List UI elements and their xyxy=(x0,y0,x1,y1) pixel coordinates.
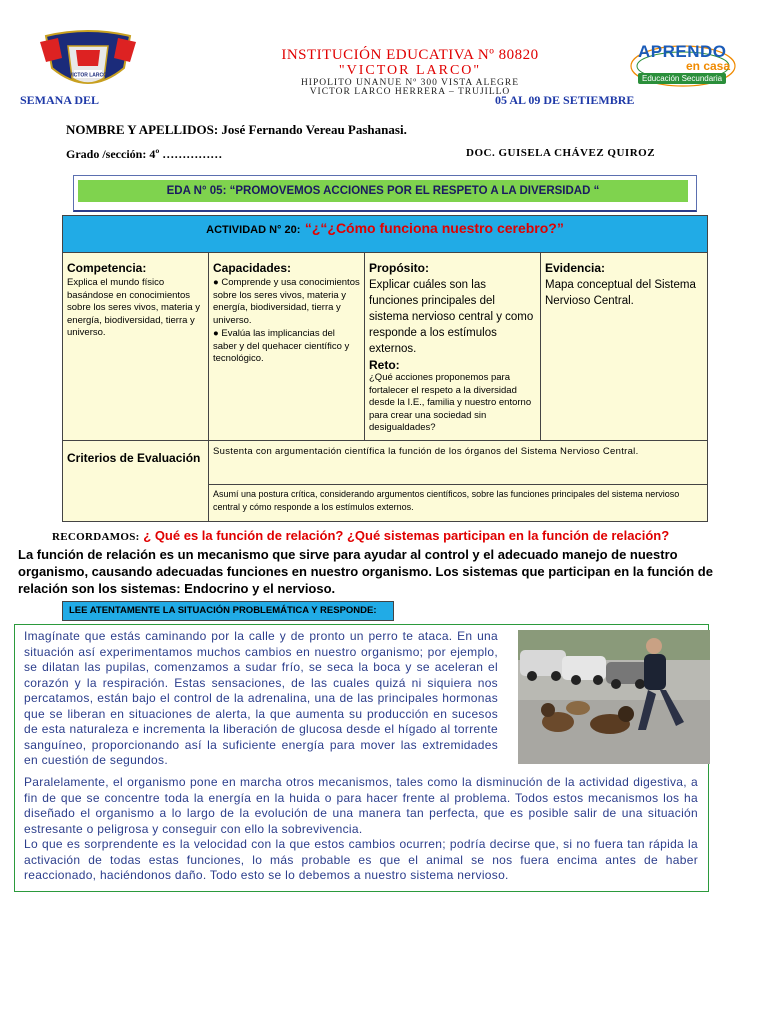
competencia-text: Explica el mundo físico basándose en conocimientos sobre los seres vivos, materia y energía, biodiversidad, tierra y universo. xyxy=(67,277,201,338)
week-dates: 05 AL 09 DE SETIEMBRE xyxy=(495,93,635,107)
proposito-cell xyxy=(365,253,541,440)
proposito-heading: Propósito: xyxy=(369,261,429,275)
activity-label: ACTIVIDAD N° 20: xyxy=(206,224,301,236)
evidencia-heading: Evidencia: xyxy=(545,261,606,275)
proposito-text: Explicar cuáles son las funciones principales del sistema nervioso central y como responde a los estímulos externos. xyxy=(369,279,534,355)
competencia-cell xyxy=(63,253,209,440)
grade-line xyxy=(66,147,222,162)
capacidades-cell xyxy=(209,253,365,440)
recordamos-label: RECORDAMOS: xyxy=(52,531,140,543)
evidencia-text: Mapa conceptual del Sistema Nervioso Central. xyxy=(545,279,696,307)
logo-edu-text: Educación Secundaria xyxy=(638,73,726,84)
activity-header-row xyxy=(63,216,707,253)
situacion-header: LEE ATENTAMENTE LA SITUACIÓN PROBLEMÁTICA Y RESPONDE: xyxy=(62,601,394,621)
evidencia-cell xyxy=(541,253,707,440)
address-line-2: VICTOR LARCO HERRERA – TRUJILLO xyxy=(309,87,511,97)
activity-title: “¿“¿Cómo funciona nuestro cerebro?” xyxy=(304,220,564,236)
recordamos-line xyxy=(52,528,669,543)
situacion-text-3: Lo que es sorprendente es la velocidad con la que estos cambios ocurren; podría decirse que, si no fuera tan rápida la activación de todas estas funciones, lo más probable es que el animal se nos fuera encima antes de haber reaccionado, haciéndonos daño. Todo esto se lo debemos a nuestro sistema nervioso. xyxy=(24,837,698,882)
criterio-1: Sustenta con argumentación científica la función de los órganos del Sistema Nervioso Central. xyxy=(209,440,707,484)
logo-main-text: APRENDO xyxy=(638,42,727,61)
eda-bar xyxy=(78,180,688,202)
grade-label: Grado /sección: xyxy=(66,147,147,161)
dog-attack-photo xyxy=(518,630,710,764)
recordamos-question: ¿ Qué es la función de relación? ¿Qué sistemas participan en la función de relación? xyxy=(143,528,670,543)
eda-label: EDA N° 05: xyxy=(166,185,227,197)
institution-subtitle: "VICTOR LARCO" xyxy=(338,63,482,78)
institution-name: INSTITUCIÓN EDUCATIVA Nº 80820 xyxy=(281,47,539,63)
competencia-heading: Competencia: xyxy=(67,261,147,275)
student-name: José Fernando Vereau Pashanasi. xyxy=(221,122,407,137)
shield-text: VICTOR LARCO xyxy=(69,72,107,79)
grade-value: 4º …………… xyxy=(149,147,223,161)
address-line-1: HIPOLITO UNANUE Nº 300 VISTA ALEGRE xyxy=(300,78,520,88)
teacher-name: DOC. GUISELA CHÁVEZ QUIROZ xyxy=(466,147,656,159)
reto-heading: Reto: xyxy=(369,358,400,372)
capacidad-2: ● Evalúa las implicancias del saber y del quehacer científico y tecnológico. xyxy=(213,328,350,364)
situacion-text-continued xyxy=(24,775,698,884)
logo-casa-text: en casa xyxy=(686,59,731,73)
school-shield-logo xyxy=(38,28,138,96)
eda-banner xyxy=(73,175,697,212)
criterios-heading: Criterios de Evaluación xyxy=(63,440,209,521)
student-name-line xyxy=(66,122,407,138)
reto-text: ¿Qué acciones proponemos para fortalecer el respeto a la diversidad desde la I.E., familia y nuestro entorno para crear una sociedad sin desigualdades? xyxy=(369,372,532,433)
situacion-text-1: Imagínate que estás caminando por la calle y de pronto un perro te ataca. En una situación así experimentamos muchos cambios en nuestro organismo; por ejemplo, se dilatan las pupilas, comenzamos a sudar frío, se seca la boca y se aceleran el corazón y la respiración. Estas sensaciones, de las cuales quizá ni siquiera nos percatamos, están bajo el control de la adrenalina, una de las principales hormonas que se liberan en situaciones de alerta, la que aumenta su producción en sucesos de esta naturaleza e incrementa la liberación de glucosa desde el hígado al torrente sanguíneo, proporcionando así la suficiente energía para mover las extremidades en cuestión de segundos. xyxy=(24,629,498,767)
criterio-2: Asumí una postura crítica, considerando argumentos científicos, sobre las funciones principales del sistema nervioso central y cómo responde a los estímulos externos. xyxy=(209,484,707,521)
activity-table xyxy=(62,215,708,522)
capacidad-1: ● Comprende y usa conocimientos sobre los seres vivos, materia y energía, biodiversidad, tierra y universo. xyxy=(213,277,360,326)
week-label: SEMANA DEL xyxy=(20,93,100,107)
student-name-label: NOMBRE Y APELLIDOS: xyxy=(66,122,219,137)
aprendo-en-casa-logo xyxy=(628,42,738,92)
capacidades-heading: Capacidades: xyxy=(213,261,292,275)
situacion-text-2: Paralelamente, el organismo pone en marcha otros mecanismos, tales como la disminución de la actividad digestiva, a fin de que se concentre toda la energía en la huida o para hacer frente al problema. Todos estos mecanismos los ha diseñado el organismo a lo largo de la evolución de una manera tan perfecta, que es posible salir de una situación estresante o peligrosa y conseguir con ello la sobrevivencia. xyxy=(24,775,698,836)
funcion-relacion-paragraph: La función de relación es un mecanismo que sirve para ayudar al control y el adecuado manejo de nuestro organismo, causando adecuadas funciones en nuestro organismo. Los sistemas que participan en la función de relación son los sistemas: Endocrino y el nervioso. xyxy=(18,547,713,596)
eda-title: “PROMOVEMOS ACCIONES POR EL RESPETO A LA DIVERSIDAD “ xyxy=(229,185,600,197)
